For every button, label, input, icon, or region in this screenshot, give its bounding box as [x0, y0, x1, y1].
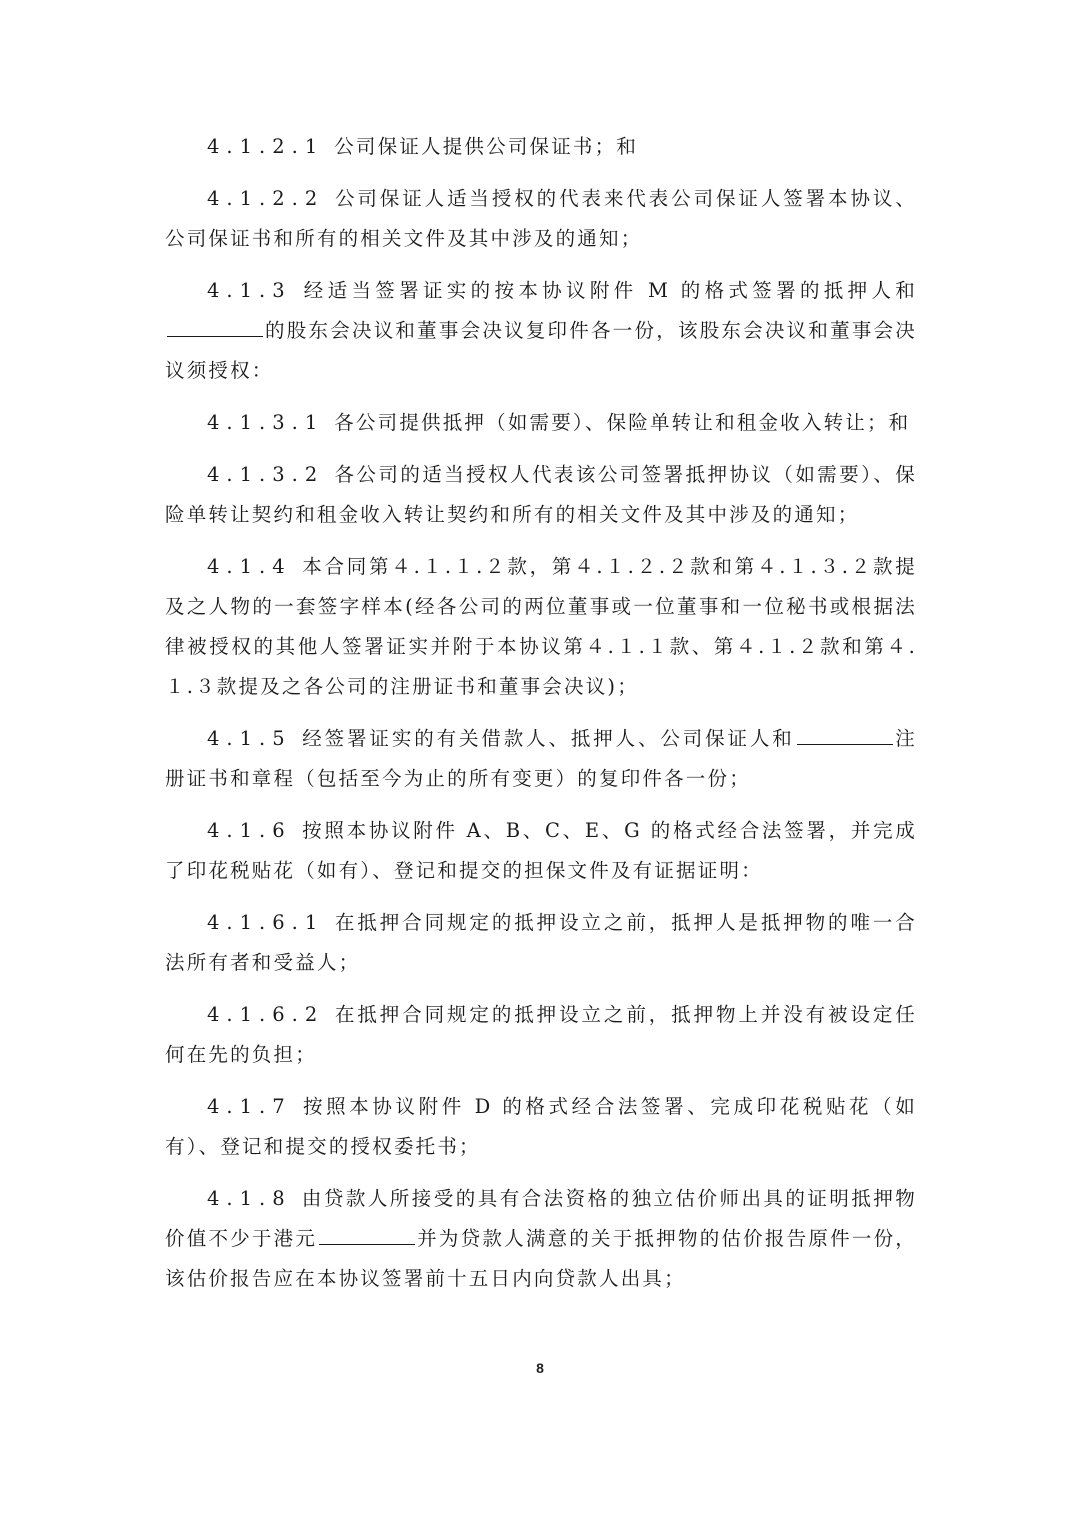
clause-list [165, 127, 917, 1311]
clause-4-1-3 [165, 271, 917, 391]
clause-text: 按照本协议附件 A、B、C、E、G 的格式经合法签署，并完成了印花税贴花（如有）、登记和提交的担保文件及有证据证明： [165, 819, 917, 882]
clause-4-1-7 [165, 1087, 917, 1167]
clause-text: 各公司的适当授权人代表该公司签署抵押协议（如需要）、保险单转让契约和租金收入转让契约和所有的相关文件及其中涉及的通知； [165, 463, 917, 526]
clause-number: 4.1.3.1 [207, 411, 325, 434]
clause-number: 4.1.6 [207, 819, 292, 842]
clause-4-1-2-2 [165, 179, 917, 259]
clause-number: 4.1.2.1 [207, 135, 325, 158]
clause-text: 按照本协议附件 D 的格式经合法签署、完成印花税贴花（如有）、登记和提交的授权委托书； [165, 1095, 917, 1158]
fill-in-blank [797, 722, 893, 745]
fill-in-blank [319, 1222, 415, 1245]
clause-4-1-3-1 [165, 403, 917, 443]
clause-number: 4.1.6.1 [207, 911, 325, 934]
clause-4-1-4 [165, 547, 917, 707]
clause-text-continued: 注册证书和章程（包括至今为止的所有变更）的复印件各一份； [165, 727, 918, 790]
clause-text: 各公司提供抵押（如需要）、保险单转让和租金收入转让；和 [334, 411, 911, 434]
clause-text: 在抵押合同规定的抵押设立之前，抵押人是抵押物的唯一合法所有者和受益人； [165, 911, 917, 974]
clause-4-1-3-2 [165, 455, 917, 535]
page-number: 8 [536, 1360, 544, 1376]
clause-text-continued: 并为贷款人满意的关于抵押物的估价报告原件一份，该估价报告应在本协议签署前十五日内向贷款人出具； [165, 1227, 917, 1290]
clause-text: 本合同第４.１.１.２款，第４.１.２.２款和第４.１.３.２款提及之人物的一套签字样本(经各公司的两位董事或一位董事和一位秘书或根据法律被授权的其他人签署证实并附于本协议第４.１.１款、第４.１.２款和第４.１.３款提及之各公司的注册证书和董事会决议)； [165, 555, 917, 698]
clause-number: 4.1.3.2 [207, 463, 325, 486]
clause-number: 4.1.2.2 [207, 187, 325, 210]
clause-text: 公司保证人提供公司保证书；和 [334, 135, 639, 158]
clause-4-1-8 [165, 1179, 917, 1299]
clause-number: 4.1.4 [207, 555, 292, 578]
clause-4-1-5 [165, 719, 917, 799]
clause-number: 4.1.7 [207, 1095, 292, 1118]
clause-text: 经签署证实的有关借款人、抵押人、公司保证人和 [301, 727, 795, 750]
clause-text-continued: 的股东会决议和董事会决议复印件各一份，该股东会决议和董事会决议须授权： [165, 319, 917, 382]
clause-4-1-2-1 [165, 127, 917, 167]
clause-number: 4.1.6.2 [207, 1003, 325, 1026]
clause-4-1-6-2 [165, 995, 917, 1075]
clause-text: 公司保证人适当授权的代表来代表公司保证人签署本协议、公司保证书和所有的相关文件及其中涉及的通知； [165, 187, 917, 250]
clause-text: 经适当签署证实的按本协议附件 M 的格式签署的抵押人和 [301, 279, 917, 302]
clause-text: 在抵押合同规定的抵押设立之前，抵押物上并没有被设定任何在先的负担； [165, 1003, 917, 1066]
clause-text: 由贷款人所接受的具有合法资格的独立估价师出具的证明抵押物价值不少于港元 [165, 1187, 917, 1250]
clause-number: 4.1.3 [207, 279, 292, 302]
clause-number: 4.1.5 [207, 727, 292, 750]
clause-4-1-6-1 [165, 903, 917, 983]
clause-4-1-6 [165, 811, 917, 891]
fill-in-blank [167, 314, 263, 337]
clause-number: 4.1.8 [207, 1187, 292, 1210]
